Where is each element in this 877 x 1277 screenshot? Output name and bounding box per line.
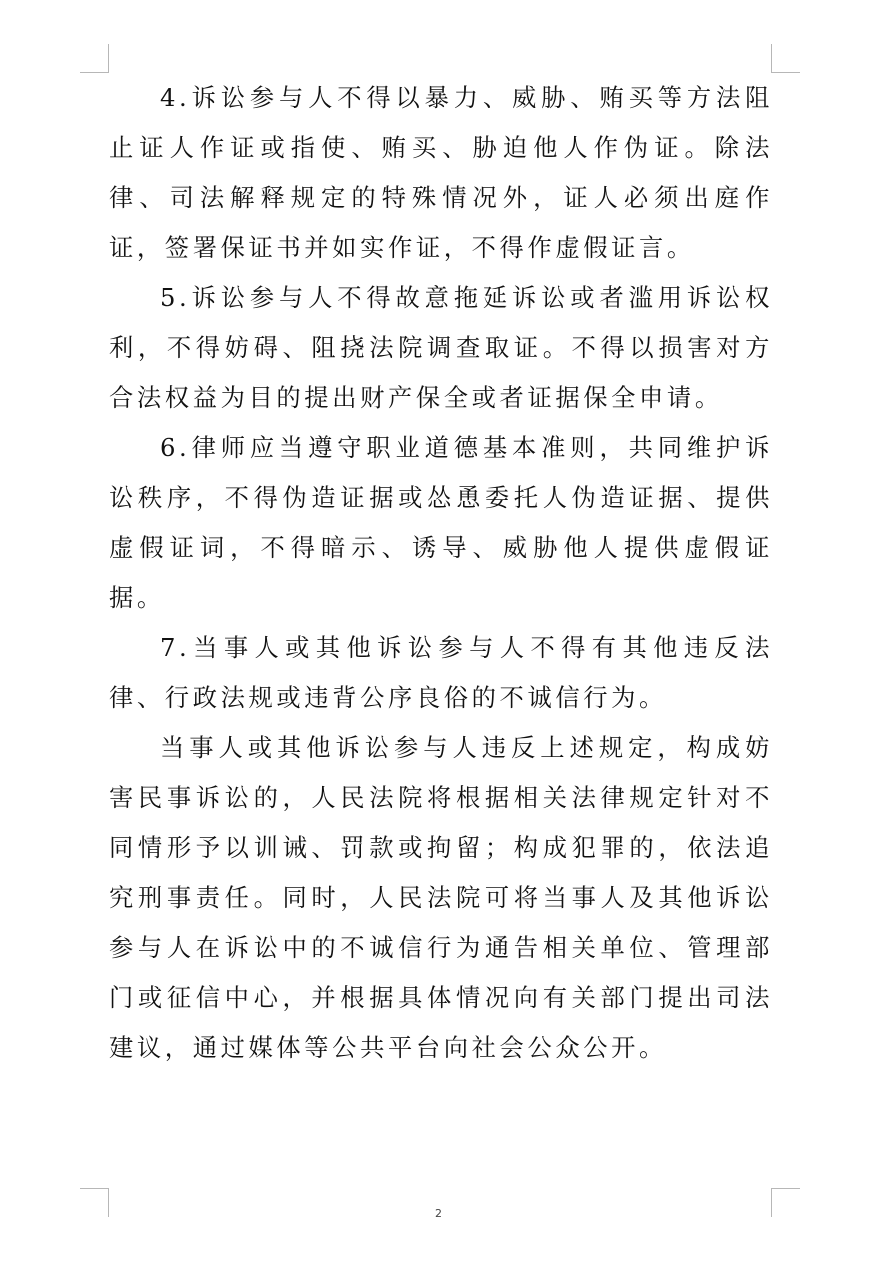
paragraph-item-4: 4.诉讼参与人不得以暴力、威胁、贿买等方法阻止证人作证或指使、贿买、胁迫他人作伪证。除法律、司法解释规定的特殊情况外，证人必须出庭作证，签署保证书并如实作证，不得作虚假证言。 <box>109 83 773 262</box>
margin-corner-top-right <box>771 44 800 73</box>
paragraph-item-6: 6.律师应当遵守职业道德基本准则，共同维护诉讼秩序，不得伪造证据或怂恿委托人伪造证据、提供虚假证词，不得暗示、诱导、威胁他人提供虚假证据。 <box>109 433 773 612</box>
paragraph-consequences: 当事人或其他诉讼参与人违反上述规定，构成妨害民事诉讼的，人民法院将根据相关法律规定针对不同情形予以训诫、罚款或拘留；构成犯罪的，依法追究刑事责任。同时，人民法院可将当事人及其他诉讼参与人在诉讼中的不诚信行为通告相关单位、管理部门或征信中心，并根据具体情况向有关部门提出司法建议，通过媒体等公共平台向社会公众公开。 <box>109 733 773 1062</box>
margin-corner-top-left <box>80 44 109 73</box>
document-body <box>109 73 773 1073</box>
paragraph-item-5: 5.诉讼参与人不得故意拖延诉讼或者滥用诉讼权利，不得妨碍、阻挠法院调查取证。不得以损害对方合法权益为目的提出财产保全或者证据保全申请。 <box>109 283 773 412</box>
page-number: 2 <box>435 1207 442 1220</box>
paragraph-item-7: 7.当事人或其他诉讼参与人不得有其他违反法律、行政法规或违背公序良俗的不诚信行为。 <box>109 633 773 712</box>
